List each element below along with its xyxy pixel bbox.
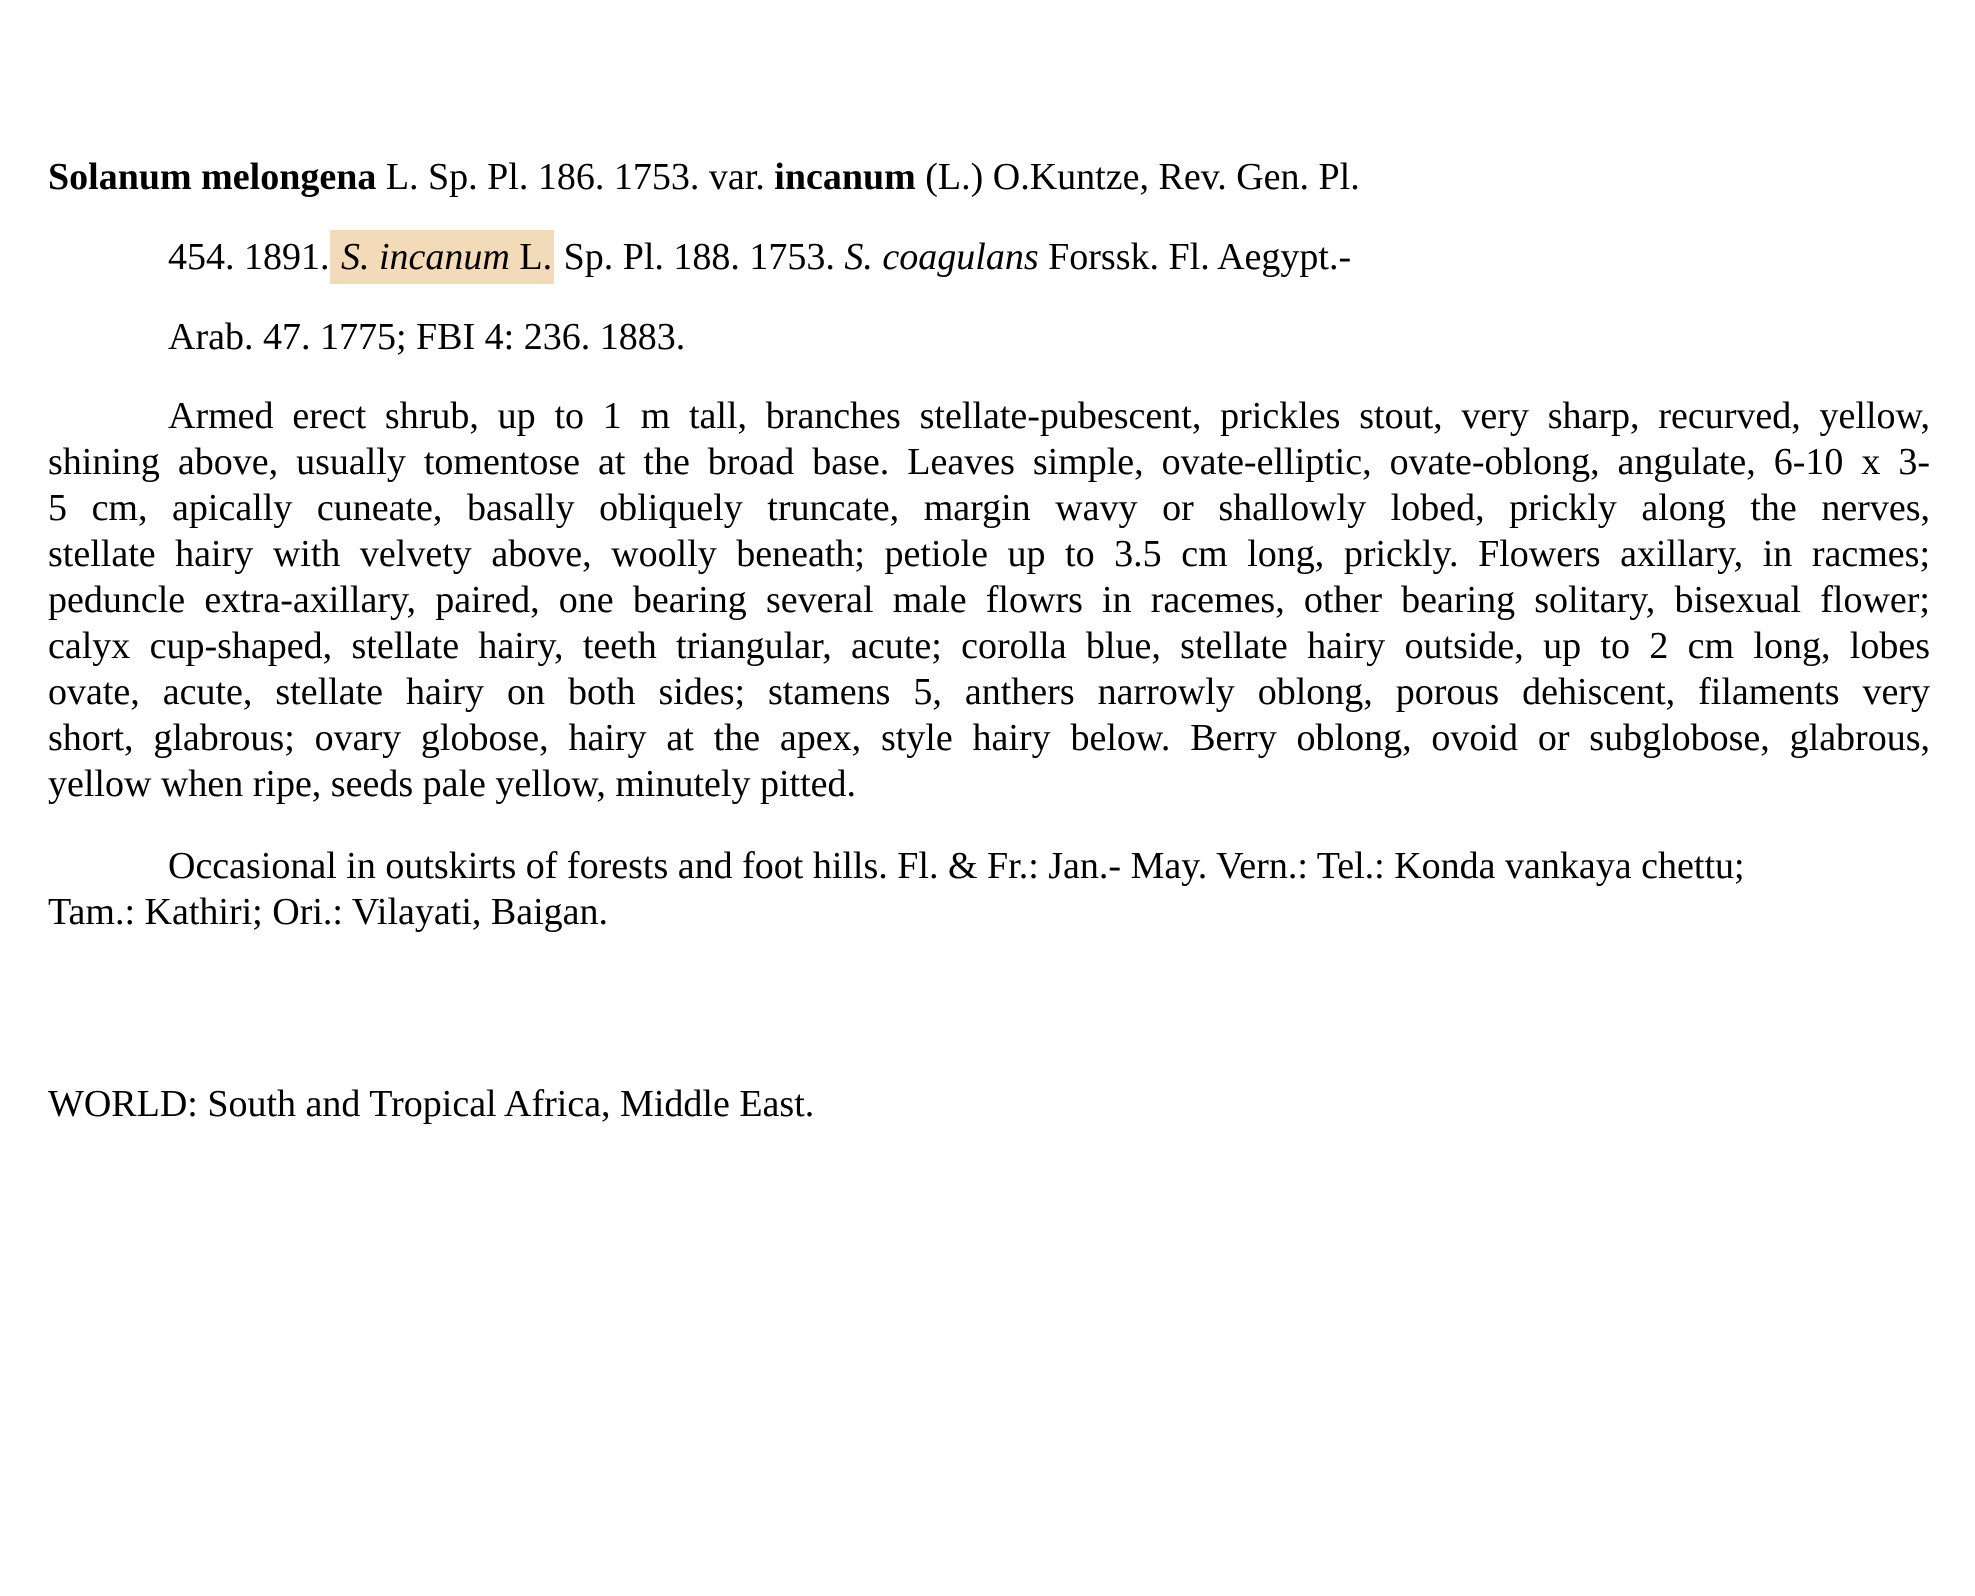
description-line: ovate, acute, stellate hairy on both sides; stamens 5, anthers narrowly oblong, porous dehiscent, filaments very	[48, 671, 1930, 713]
heading-line-3: Arab. 47. 1775; FBI 4: 236. 1883.	[168, 316, 686, 358]
description-paragraph	[48, 393, 1930, 807]
description-line: yellow when ripe, seeds pale yellow, minutely pitted.	[48, 763, 857, 805]
variety-name-bold: incanum	[774, 156, 916, 198]
species-heading	[48, 137, 1930, 377]
distribution-line: WORLD: South and Tropical Africa, Middle East.	[48, 1083, 815, 1125]
description-line: peduncle extra-axillary, paired, one bearing several male flowrs in racemes, other bearing solitary, bisexual flower;	[48, 579, 1930, 621]
heading-citation-text: Sp. Pl. 188. 1753.	[554, 236, 845, 278]
heading-line-1	[48, 137, 1930, 217]
synonym-name-italic: S. coagulans	[844, 236, 1039, 278]
heading-citation-text: L. Sp. Pl. 186. 1753. var.	[376, 156, 775, 198]
heading-citation-text: 454. 1891.	[168, 236, 330, 278]
description-line: short, glabrous; ovary globose, hairy at the apex, style hairy below. Berry oblong, ovoid or subglobose, glabrous,	[48, 717, 1930, 759]
text-highlight	[330, 230, 555, 284]
description-line: 5 cm, apically cuneate, basally obliquely truncate, margin wavy or shallowly lobed, prickly along the nerves,	[48, 487, 1930, 529]
heading-citation-text: Forssk. Fl. Aegypt.-	[1038, 236, 1352, 278]
occurrence-paragraph	[48, 843, 1930, 935]
synonym-author: L.	[509, 236, 553, 278]
description-line: shining above, usually tomentose at the broad base. Leaves simple, ovate-elliptic, ovate-oblong, angulate, 6-10 x 3-	[48, 441, 1930, 483]
synonym-name-italic: S. incanum	[331, 236, 510, 278]
heading-line-2	[48, 217, 1930, 297]
description-line: stellate hairy with velvety above, woolly beneath; petiole up to 3.5 cm long, prickly. Flowers axillary, in racmes;	[48, 533, 1930, 575]
species-name-bold: Solanum melongena	[48, 156, 377, 198]
heading-citation-text: (L.) O.Kuntze, Rev. Gen. Pl.	[915, 156, 1360, 198]
occurrence-line: Occasional in outskirts of forests and foot hills. Fl. & Fr.: Jan.- May. Vern.: Tel.: Konda vankaya chettu;	[168, 845, 1745, 887]
description-line: calyx cup-shaped, stellate hairy, teeth triangular, acute; corolla blue, stellate hairy outside, up to 2 cm long, lobes	[48, 625, 1930, 667]
description-line: Armed erect shrub, up to 1 m tall, branches stellate-pubescent, prickles stout, very sharp, recurved, yellow,	[168, 395, 1930, 437]
occurrence-line: Tam.: Kathiri; Ori.: Vilayati, Baigan.	[48, 891, 609, 933]
